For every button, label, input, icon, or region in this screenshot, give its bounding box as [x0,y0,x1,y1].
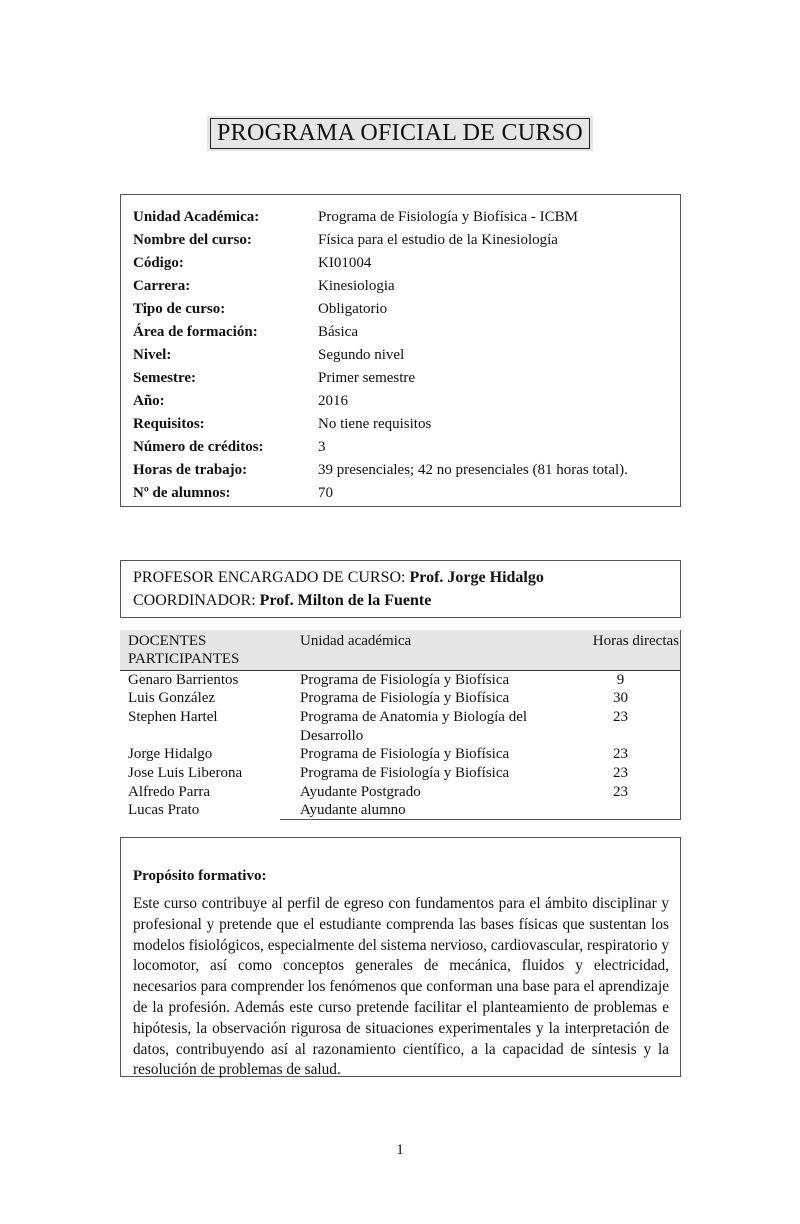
info-label: Nombre del curso: [133,232,252,248]
course-info-table [133,206,628,505]
info-value: 2016 [318,393,348,409]
info-label: Requisitos: [133,416,205,432]
table-row [120,708,681,745]
info-row [133,229,628,252]
table-row [120,670,681,689]
info-row [133,252,628,275]
docente-unit: Programa de Fisiología y Biofísica [300,671,510,688]
docente-unit: Programa de Anatomia y Biología del Desarrollo [300,708,528,744]
info-row [133,298,628,321]
professor-line [133,569,544,587]
docente-name: Genaro Barrientos [128,671,239,688]
info-label: Número de créditos: [133,439,264,455]
docentes-header-row [120,630,681,670]
docente-hours: 30 [613,690,628,707]
page-title [207,116,593,151]
info-label: Área de formación: [133,324,258,340]
info-row [133,367,628,390]
info-value: 39 presenciales; 42 no presenciales (81 horas total). [318,462,628,478]
info-label: Código: [133,255,184,271]
info-row [133,390,628,413]
coordinator-name: Prof. Milton de la Fuente [259,592,432,609]
info-label: Semestre: [133,370,197,386]
docente-name: Jorge Hidalgo [128,746,213,763]
page-number: 1 [396,1142,404,1158]
docente-hours: 23 [613,765,628,782]
info-value: Obligatorio [318,301,388,317]
docente-unit: Programa de Fisiología y Biofísica [300,765,510,782]
docente-unit: Ayudante Postgrado [300,783,421,800]
info-value: Básica [318,324,358,340]
docente-name: Stephen Hartel [128,708,218,725]
docente-hours: 9 [616,671,625,688]
professor-label: PROFESOR ENCARGADO DE CURSO: [133,569,406,586]
docente-name: Jose Luis Liberona [128,765,243,782]
page-title-text: PROGRAMA OFICIAL DE CURSO [210,118,590,149]
info-label: Año: [133,393,165,409]
info-value: 70 [318,485,333,501]
docente-name: Luis González [128,690,216,707]
info-row [133,344,628,367]
info-label: Tipo de curso: [133,301,226,317]
purpose-text: Este curso contribuye al perfil de egreso con fundamentos para el ámbito disciplinar y profesional y pretende que el estudiante comprenda las bases físicas que sustentan los modelos fisiológicos, especialmente del sistema nervioso, cardiovascular, respiratorio y locomotor, así como conceptos generales de mecánica, fluidos y electricidad, necesarios para comprender los fenómenos que conforman una base para el aprendizaje de la profesión. Además este curso pretende facilitar el planteamiento de problemas e hipótesis, la observación rigurosa de situaciones experimentales y la interpretación de datos, contribuyendo así al razonamiento científico, a la capacidad de síntesis y la resolución de problemas de salud. [133,895,669,1079]
table-row [120,783,681,802]
info-label: Nº de alumnos: [133,485,231,501]
header-unidad: Unidad académica [300,630,560,670]
docente-hours: 23 [613,746,628,763]
info-label: Nivel: [133,347,172,363]
purpose-box [120,837,681,1077]
info-row [133,413,628,436]
docente-name: Lucas Prato [128,802,200,819]
coordinator-line [133,592,431,610]
info-label: Carrera: [133,278,191,294]
professor-box [120,560,681,618]
docente-unit: Programa de Fisiología y Biofísica [300,690,510,707]
info-row [133,436,628,459]
purpose-heading: Propósito formativo: [133,868,267,884]
docente-name: Alfredo Parra [128,783,211,800]
page-title-wrap [0,116,800,151]
course-info-box [120,194,681,507]
table-row [120,689,681,708]
docente-hours: 23 [613,708,628,725]
info-row [133,321,628,344]
info-row [133,206,628,229]
docentes-right-border [680,630,681,820]
info-value: Programa de Fisiología y Biofísica - ICBM [318,209,578,225]
info-value: KI01004 [318,255,372,271]
docentes-bottom-border [280,819,681,820]
header-docentes: DOCENTES PARTICIPANTES [120,630,300,670]
info-value: Segundo nivel [318,347,405,363]
docentes-table [120,630,681,820]
docente-hours [560,801,681,820]
info-row [133,459,628,482]
info-value: Kinesiologia [318,278,395,294]
table-row [120,745,681,764]
info-row [133,275,628,298]
table-row [120,801,681,820]
docente-hours: 23 [613,783,628,800]
info-value: Física para el estudio de la Kinesiología [318,232,558,248]
coordinator-label: COORDINADOR: [133,592,256,609]
info-label: Unidad Académica: [133,209,260,225]
header-horas: Horas directas [560,630,681,670]
docente-unit: Ayudante alumno [300,802,406,819]
info-value: 3 [318,439,326,455]
table-row [120,764,681,783]
info-row [133,482,628,505]
info-value: No tiene requisitos [318,416,432,432]
docente-unit: Programa de Fisiología y Biofísica [300,746,510,763]
professor-name: Prof. Jorge Hidalgo [409,569,544,586]
info-label: Horas de trabajo: [133,462,248,478]
info-value: Primer semestre [318,370,416,386]
